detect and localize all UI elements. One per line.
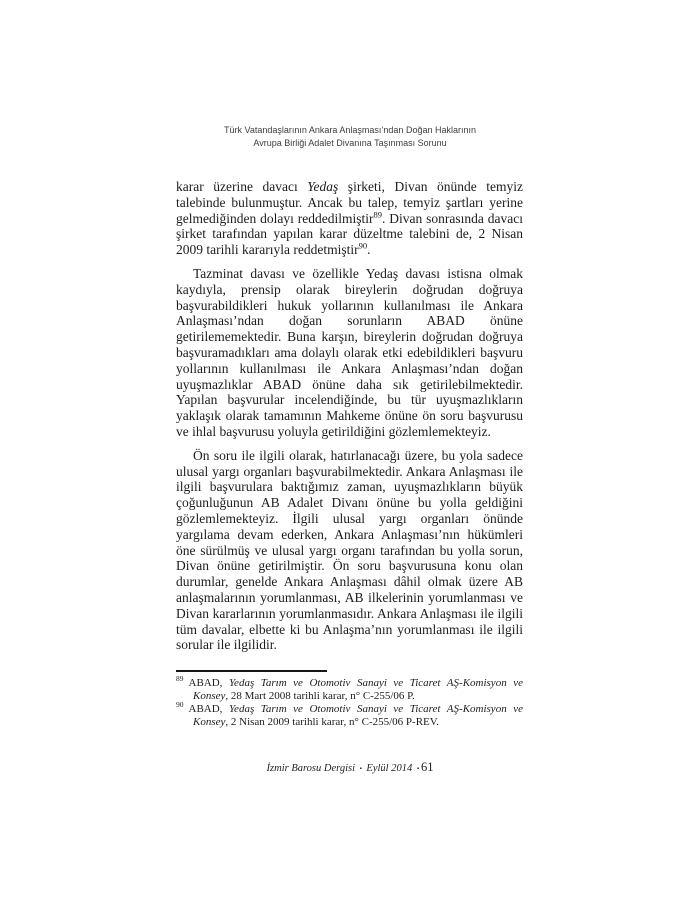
paragraph-text: karar üzerine davacı [176, 179, 308, 194]
footnote-text: ABAD, [188, 703, 229, 715]
body-text [176, 179, 523, 661]
footnote-text: ABAD, [188, 677, 229, 689]
case-name-italic: Yedaş Tarım ve Otomotiv Sanayi ve Ticaret AŞ-Komisyon ve Konsey [193, 677, 523, 702]
issue-date: Eylül 2014 [366, 763, 413, 774]
footnote-89 [176, 674, 523, 703]
body-paragraph-1 [176, 179, 523, 258]
footnote-separator [176, 670, 327, 672]
body-paragraph-2: Tazminat davası ve özellikle Yedaş davası istisna olmak kaydıyla, prensip olarak bireylerin doğrudan doğruya başvurabildikleri hukuk yollarının kullanılması ile Ankara Anlaşması’ndan doğan sorunların ABAD önüne getirilememektedir. Buna karşın, bireylerin doğrudan doğruya başvuramadıkları ama dolaylı olarak etki edebildikleri başvuru yollarının kullanılması ile Ankara Anlaşması’ndan doğan uyuşmazlıklar ABAD önüne daha sık getirilebilmektedir. Yapılan başvurular incelendiğinde, bu tür uyuşmazlıkların yaklaşık olarak tamamının Mahkeme önüne ön soru başvurusu ve ihlal başvurusu yoluyla getirildiğini gözlemlemekteyiz. [176, 265, 523, 439]
paragraph-text: . [367, 242, 371, 258]
footnote-90 [176, 700, 523, 729]
footnote-text: , 28 Mart 2008 tarihli karar, n° C-255/06 P. [225, 690, 415, 702]
journal-name: İzmir Barosu Dergisi [266, 763, 356, 774]
footnote-marker-90: 90 [176, 700, 184, 710]
running-header [100, 124, 600, 150]
paragraph-text: şirketi, Divan önünde temyiz talebinde bulunmuştur. Ancak bu talep, temyiz şartları yerine gelmediğinden dolayı reddedilmiştir [176, 179, 523, 226]
running-header-line-1: Türk Vatandaşlarının Ankara Anlaşması’ndan Doğan Haklarının [224, 125, 476, 135]
footnote-marker-89: 89 [176, 674, 184, 684]
footnotes-section [176, 674, 523, 729]
page-number: 61 [420, 760, 434, 774]
page-footer [0, 760, 700, 775]
footnote-text: , 2 Nisan 2009 tarihli karar, n° C-255/06 P-REV. [225, 716, 440, 728]
running-header-line-2: Avrupa Birliği Adalet Divanına Taşınması Sorunu [253, 138, 447, 148]
square-bullet-icon: ▪ [416, 765, 419, 772]
case-name-italic: Yedaş Tarım ve Otomotiv Sanayi ve Ticaret AŞ-Komisyon ve Konsey [193, 703, 523, 728]
paragraph-text: . Divan sonrasında davacı şirket tarafından yapılan karar düzeltme talebini de, 2 Nisan 2009 tarihli kararıyla reddetmiştir [176, 210, 523, 258]
square-bullet-icon: ▪ [359, 765, 362, 772]
company-name-italic: Yedaş [307, 179, 339, 194]
footnote-ref-90: 90 [358, 240, 368, 251]
body-paragraph-3: Ön soru ile ilgili olarak, hatırlanacağı üzere, bu yola sadece ulusal yargı organları başvurabilmektedir. Ankara Anlaşması ile ilgili başvurulara baktığımız zaman, uyuşmazlıkların büyük çoğunluğunun AB Adalet Divanı önüne bu yolla geldiğini gözlemlemekteyiz. İlgili ulusal yargı organları önünde yargılama devam ederken, Ankara Anlaşması’nın hükümleri öne sürülmüş ve ulusal yargı organı tarafından bu yolla sorun, Divan önüne getirilmiştir. Ön soru başvurusuna konu olan durumlar, genelde Ankara Anlaşması dâhil olmak üzere AB anlaşmalarının yorumlanması, AB ilkelerinin yorumlanması ve Divan kararlarının yorumlanmasıdır. Ankara Anlaşması ile ilgili tüm davalar, elbette ki bu Anlaşma’nın yorumlanması ile ilgili sorular ile ilgilidir. [176, 447, 523, 653]
footnote-ref-89: 89 [373, 209, 382, 220]
